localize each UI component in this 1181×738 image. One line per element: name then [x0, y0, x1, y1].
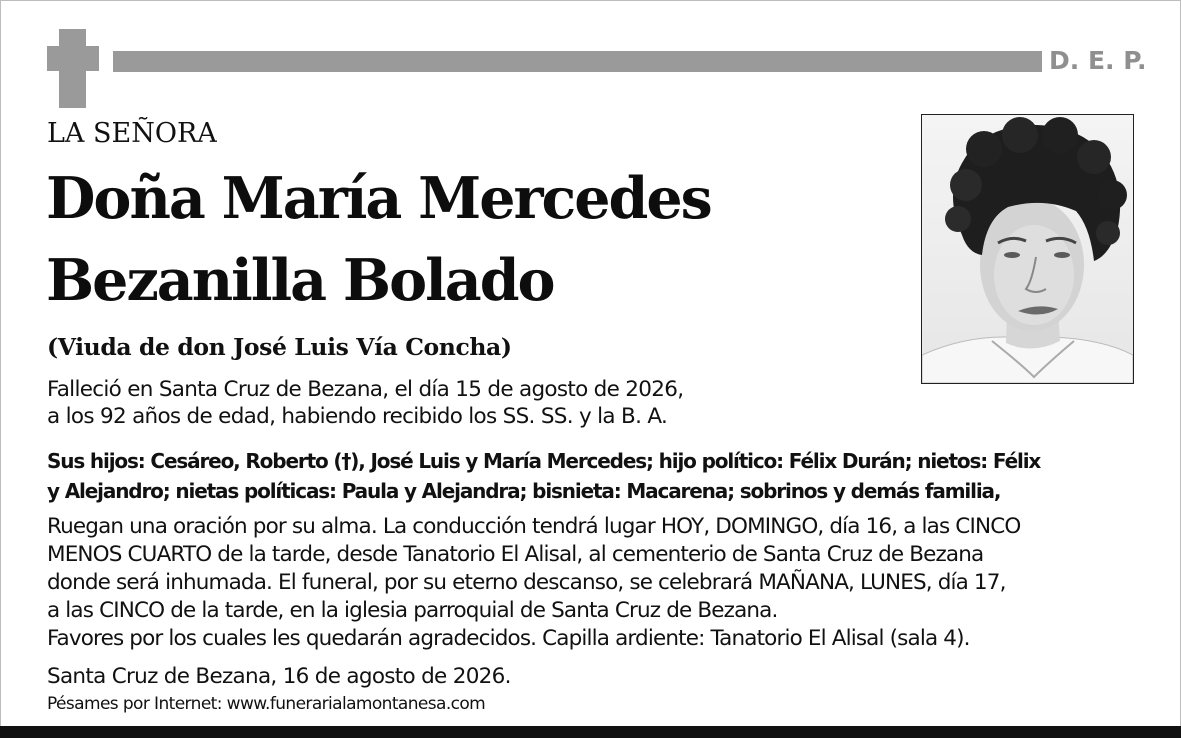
portrait-illustration	[922, 115, 1133, 383]
portrait-photo	[921, 114, 1134, 384]
header-rule	[113, 51, 1042, 72]
death-notice	[47, 376, 683, 430]
deceased-name-line-2: Bezanilla Bolado	[46, 247, 554, 314]
ceremony-line: donde será inhumada. El funeral, por su eterno descanso, se celebrará MAÑANA, LUNES, día 17,	[47, 570, 1006, 595]
ceremony-line: Favores por los cuales les quedarán agradecidos. Capilla ardiente: Tanatorio El Alisal (sala 4).	[47, 626, 970, 651]
widow-of: (Viuda de don José Luis Vía Concha)	[47, 333, 512, 361]
bottom-border-bar	[0, 726, 1181, 738]
family-line: y Alejandro; nietas políticas: Paula y Alejandra; bisnieta: Macarena; sobrinos y demás familia,	[47, 479, 1001, 503]
ceremony-line: MENOS CUARTO de la tarde, desde Tanatorio El Alisal, al cementerio de Santa Cruz de Bezana	[47, 542, 984, 567]
ceremony-line: a las CINCO de la tarde, en la iglesia parroquial de Santa Cruz de Bezana.	[47, 598, 778, 623]
deceased-name-line-1: Doña María Mercedes	[46, 165, 711, 232]
family-line: Sus hijos: Cesáreo, Roberto (†), José Luis y María Mercedes; hijo político: Félix Durán; nietos: Félix	[47, 449, 1041, 473]
place-date: Santa Cruz de Bezana, 16 de agosto de 2026.	[47, 664, 511, 689]
family-list	[47, 446, 1040, 506]
ceremony-line: Ruegan una oración por su alma. La conducción tendrá lugar HOY, DOMINGO, día 16, a las CINCO	[47, 514, 1021, 539]
dep-label: D. E. P.	[1049, 46, 1147, 75]
death-notice-line: a los 92 años de edad, habiendo recibido los SS. SS. y la B. A.	[47, 404, 668, 429]
death-notice-line: Falleció en Santa Cruz de Bezana, el día 15 de agosto de 2026,	[47, 377, 684, 402]
honorific: LA SEÑORA	[47, 118, 217, 149]
cross-horizontal-bar	[47, 46, 99, 71]
condolences-website: Pésames por Internet: www.funerarialamontanesa.com	[47, 694, 486, 714]
ceremony-details	[47, 513, 1020, 653]
